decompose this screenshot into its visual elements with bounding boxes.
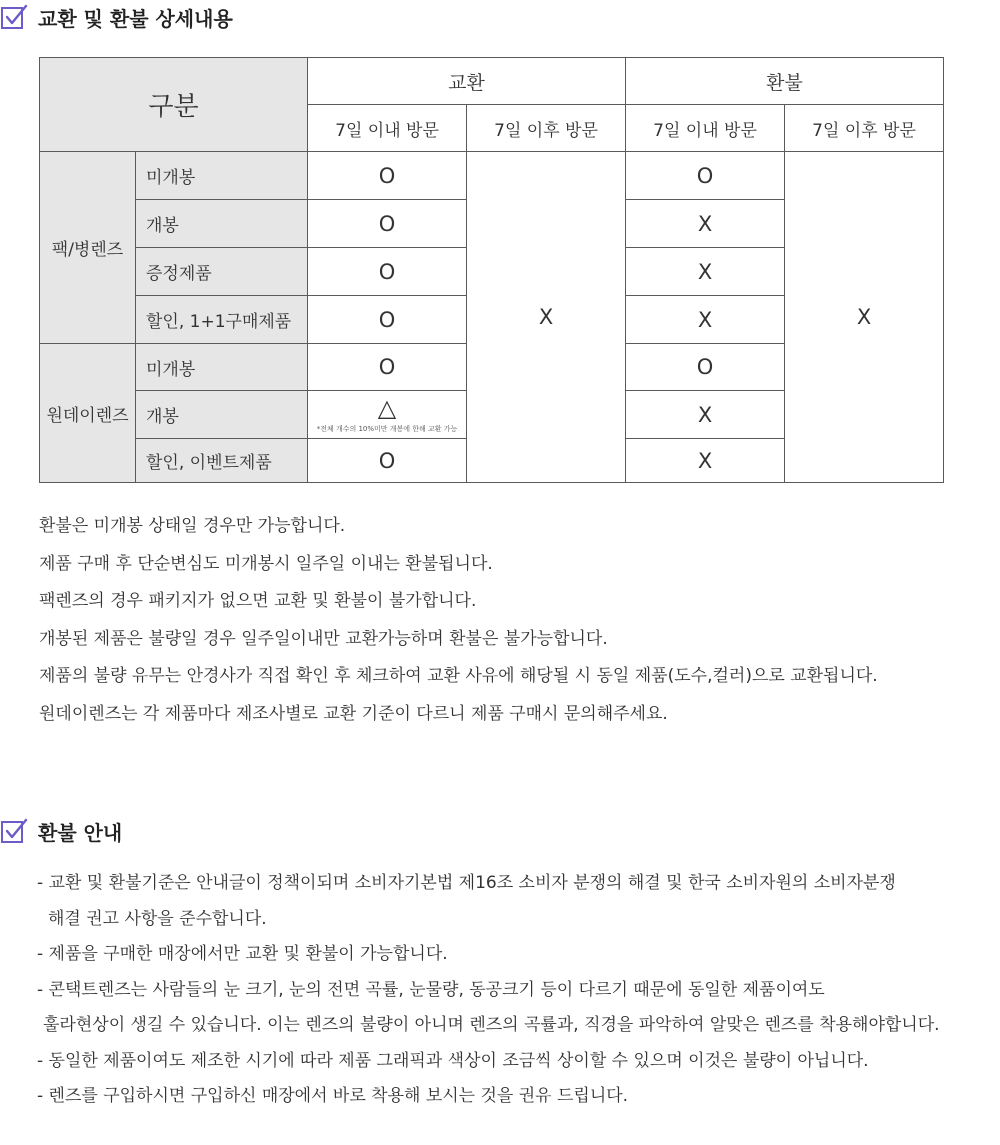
list-item: 제품의 불량 유무는 안경사가 직접 확인 후 체크하여 교환 사유에 해당될 시 동일 제품(도수,컬러)으로 교환됩니다. <box>39 666 878 687</box>
exchange-refund-table <box>39 57 944 483</box>
row-label: 개봉 <box>136 391 308 439</box>
row-label: 미개봉 <box>136 344 308 391</box>
category-header: 구분 <box>40 58 308 152</box>
refund-within-cell: X <box>626 391 785 439</box>
refund-within7-header: 7일 이내 방문 <box>626 105 785 152</box>
exchange-after-cell: X <box>467 152 626 483</box>
section-title-text: 교환 및 환불 상세내용 <box>38 6 233 31</box>
refund-within-cell: O <box>626 152 785 200</box>
list-item: - 콘택트렌즈는 사람들의 눈 크기, 눈의 전면 곡률, 눈물량, 동공크기 등이 다르기 때문에 동일한 제품이여도 <box>37 979 825 1000</box>
refund-after-cell: X <box>785 152 944 483</box>
group-oneday-lens: 원데이렌즈 <box>40 344 136 483</box>
exchange-within-cell: O <box>308 296 467 344</box>
triangle-icon: △ <box>377 393 397 422</box>
group-pack-lens: 팩/병렌즈 <box>40 152 136 344</box>
row-label: 미개봉 <box>136 152 308 200</box>
refund-within-cell: X <box>626 439 785 483</box>
exchange-after7-header: 7일 이후 방문 <box>467 105 626 152</box>
row-label: 할인, 이벤트제품 <box>136 439 308 483</box>
refund-within-cell: O <box>626 344 785 391</box>
exchange-within-cell: O <box>308 344 467 391</box>
section-title-exchange-refund <box>0 0 233 34</box>
list-item: 개봉된 제품은 불량일 경우 일주일이내만 교환가능하며 환불은 불가능합니다. <box>39 628 608 649</box>
row-label: 개봉 <box>136 200 308 248</box>
refund-notes-list <box>39 508 878 734</box>
table-row <box>40 152 944 200</box>
check-icon <box>0 817 28 845</box>
list-item: 해결 권고 사항을 준수합니다. <box>48 908 267 929</box>
list-item: - 렌즈를 구입하시면 구입하신 매장에서 바로 착용해 보시는 것을 권유 드립니다. <box>37 1086 629 1106</box>
refund-within-cell: X <box>626 296 785 344</box>
exchange-within-cell: O <box>308 152 467 200</box>
exchange-within-cell <box>308 391 467 439</box>
section-title-refund-guide <box>0 814 122 848</box>
list-item: 훌라현상이 생길 수 있습니다. 이는 렌즈의 불량이 아니며 렌즈의 곡률과, 직경을 파악하여 알맞은 렌즈를 착용해야합니다. <box>43 1015 940 1035</box>
list-item: - 교환 및 환불기준은 안내글이 정책이되며 소비자기본법 제16조 소비자 분쟁의 해결 및 한국 소비자원의 소비자분쟁 <box>37 873 896 893</box>
refund-within-cell: X <box>626 248 785 296</box>
exchange-within-cell: O <box>308 248 467 296</box>
list-item: 원데이렌즈는 각 제품마다 제조사별로 교환 기준이 다르니 제품 구매시 문의해주세요. <box>39 703 668 724</box>
exchange-within-cell: O <box>308 439 467 483</box>
exchange-within7-header: 7일 이내 방문 <box>308 105 467 152</box>
refund-after7-header: 7일 이후 방문 <box>785 105 944 152</box>
refund-header: 환불 <box>626 58 944 105</box>
refund-within-cell: X <box>626 200 785 248</box>
refund-guide-list <box>37 866 940 1115</box>
section-title-text: 환불 안내 <box>38 820 123 845</box>
list-item: 환불은 미개봉 상태일 경우만 가능합니다. <box>39 516 346 536</box>
exchange-header: 교환 <box>308 58 626 105</box>
partial-exchange-note: *전체 개수의 10%미만 개봉에 한해 교환 가능 <box>316 424 458 433</box>
list-item: 팩렌즈의 경우 패키지가 없으면 교환 및 환불이 불가합니다. <box>39 591 477 612</box>
row-label: 증정제품 <box>136 248 308 296</box>
list-item: - 제품을 구매한 매장에서만 교환 및 환불이 가능합니다. <box>37 944 448 964</box>
list-item: 제품 구매 후 단순변심도 미개봉시 일주일 이내는 환불됩니다. <box>39 553 493 574</box>
row-label: 할인, 1+1구매제품 <box>136 296 308 344</box>
list-item: - 동일한 제품이여도 제조한 시기에 따라 제품 그래픽과 색상이 조금씩 상이할 수 있으며 이것은 불량이 아닙니다. <box>37 1050 869 1071</box>
exchange-within-cell: O <box>308 200 467 248</box>
check-icon <box>0 3 28 31</box>
